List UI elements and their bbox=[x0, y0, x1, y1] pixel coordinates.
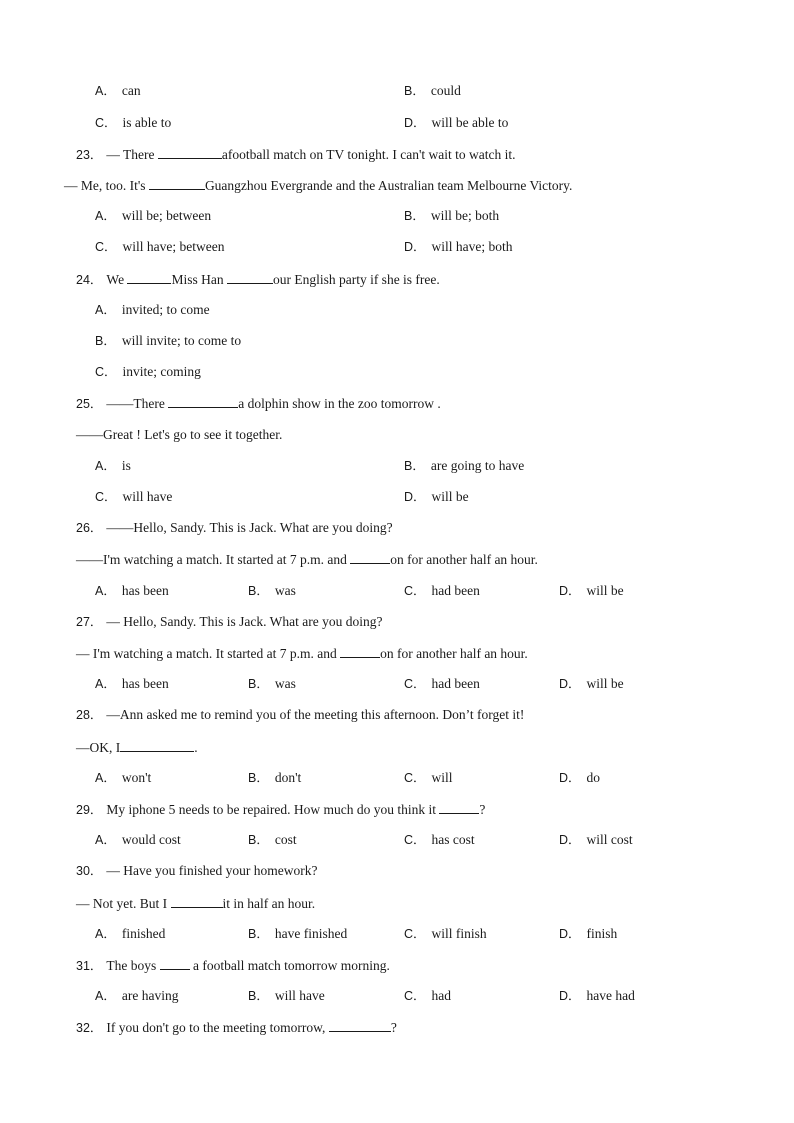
option-c: C． will bbox=[404, 770, 453, 785]
option-b: B． could bbox=[404, 83, 461, 98]
question-30-reply: — Not yet. But I it in half an hour. bbox=[76, 896, 316, 911]
question-28-reply: —OK, I . bbox=[76, 740, 198, 755]
answer-blank bbox=[158, 145, 222, 159]
option-d: D． finish bbox=[559, 926, 618, 941]
option-a: A． won't bbox=[95, 770, 152, 785]
option-d: D． will be able to bbox=[404, 115, 509, 130]
option-a: A． can bbox=[95, 83, 141, 98]
option-a: A． finished bbox=[95, 926, 166, 941]
option-b: B． was bbox=[248, 583, 296, 598]
question-26-reply: ——I'm watching a match. It started at 7 p.m. and on for another half an hour. bbox=[76, 552, 538, 567]
option-d: D． will be bbox=[404, 489, 469, 504]
answer-blank bbox=[127, 270, 171, 284]
question-27-stem: 27． — Hello, Sandy. This is Jack. What are you doing? bbox=[76, 614, 383, 629]
option-d: D． do bbox=[559, 770, 601, 785]
answer-blank bbox=[350, 550, 390, 564]
question-31-stem: 31． The boys a football match tomorrow morning. bbox=[76, 958, 390, 973]
option-b: B． will have bbox=[248, 988, 325, 1003]
answer-blank bbox=[120, 738, 194, 752]
option-b: B． cost bbox=[248, 832, 297, 847]
option-d: D． will cost bbox=[559, 832, 633, 847]
option-c: C． is able to bbox=[95, 115, 172, 130]
question-30-stem: 30． — Have you finished your homework? bbox=[76, 863, 318, 878]
option-c: C． invite; coming bbox=[95, 364, 201, 379]
answer-blank bbox=[439, 800, 479, 814]
option-a: A． has been bbox=[95, 676, 169, 691]
option-d: D． will have; both bbox=[404, 239, 513, 254]
option-b: B． was bbox=[248, 676, 296, 691]
option-c: C． will finish bbox=[404, 926, 487, 941]
option-b: B． will invite; to come to bbox=[95, 333, 242, 348]
option-c: C． had been bbox=[404, 583, 480, 598]
answer-blank bbox=[227, 270, 273, 284]
question-23-reply: — Me, too. It's Guangzhou Evergrande and the Australian team Melbourne Victory. bbox=[64, 178, 573, 193]
question-25-stem: 25． ——There a dolphin show in the zoo tomorrow . bbox=[76, 396, 441, 411]
question-32-stem: 32． If you don't go to the meeting tomorrow, ? bbox=[76, 1020, 397, 1035]
option-b: B． will be; both bbox=[404, 208, 500, 223]
option-c: C． will have bbox=[95, 489, 173, 504]
question-23-stem: 23． — There afootball match on TV tonight. I can't wait to watch it. bbox=[76, 147, 516, 162]
question-27-reply: — I'm watching a match. It started at 7 p.m. and on for another half an hour. bbox=[76, 646, 528, 661]
question-29-stem: 29． My iphone 5 needs to be repaired. How much do you think it ? bbox=[76, 802, 486, 817]
option-a: A． has been bbox=[95, 583, 169, 598]
option-a: A． is bbox=[95, 458, 131, 473]
question-28-stem: 28． —Ann asked me to remind you of the meeting this afternoon. Don’t forget it! bbox=[76, 707, 525, 722]
option-d: D． will be bbox=[559, 583, 624, 598]
option-a: A． are having bbox=[95, 988, 179, 1003]
question-25-reply: ——Great ! Let's go to see it together. bbox=[76, 427, 283, 442]
option-d: D． have had bbox=[559, 988, 635, 1003]
answer-blank bbox=[149, 176, 205, 190]
question-24-stem: 24． We Miss Han our English party if she is free. bbox=[76, 272, 440, 287]
option-d: D． will be bbox=[559, 676, 624, 691]
option-a: A． would cost bbox=[95, 832, 181, 847]
question-26-stem: 26． ——Hello, Sandy. This is Jack. What are you doing? bbox=[76, 520, 393, 535]
option-b: B． don't bbox=[248, 770, 302, 785]
option-c: C． had bbox=[404, 988, 452, 1003]
option-a: A． will be; between bbox=[95, 208, 212, 223]
option-b: B． have finished bbox=[248, 926, 348, 941]
answer-blank bbox=[329, 1018, 391, 1032]
option-a: A． invited; to come bbox=[95, 302, 210, 317]
option-c: C． has cost bbox=[404, 832, 475, 847]
answer-blank bbox=[340, 644, 380, 658]
option-c: C． had been bbox=[404, 676, 480, 691]
option-b: B． are going to have bbox=[404, 458, 525, 473]
answer-blank bbox=[160, 956, 190, 970]
answer-blank bbox=[168, 394, 238, 408]
option-c: C． will have; between bbox=[95, 239, 225, 254]
answer-blank bbox=[171, 894, 223, 908]
